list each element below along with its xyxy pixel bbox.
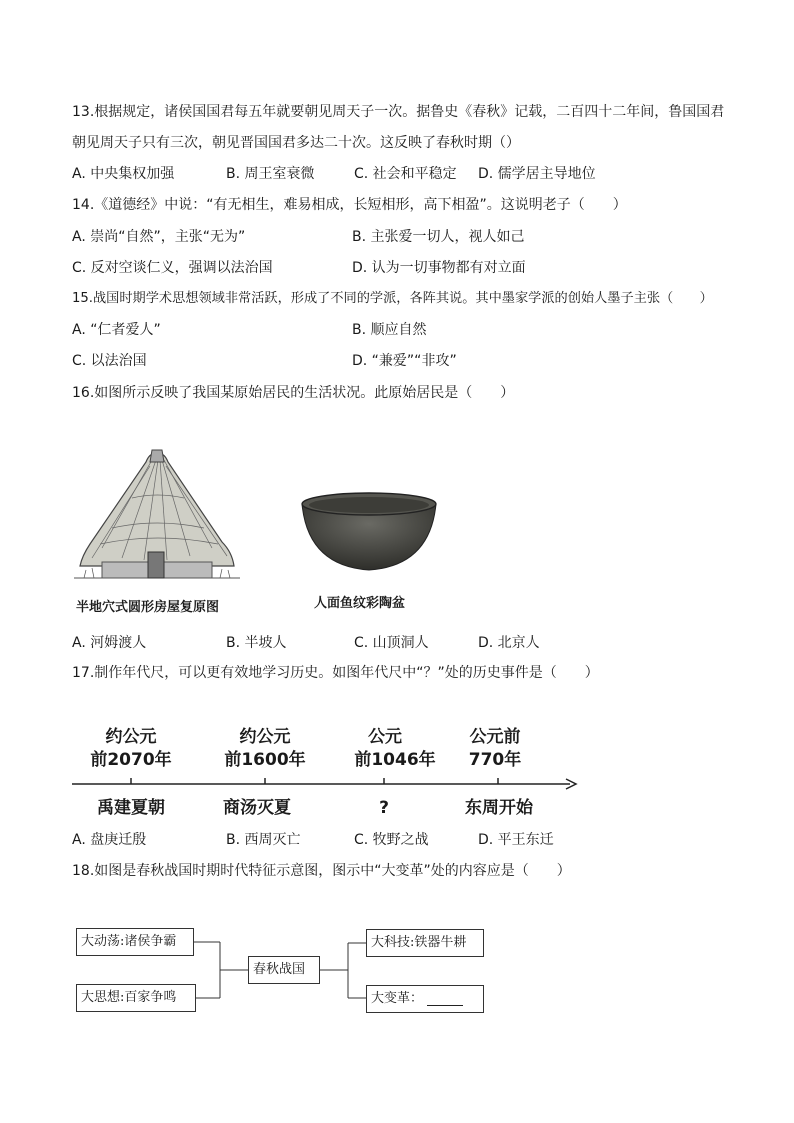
q16-option-b[interactable]: B. 半坡人 xyxy=(226,635,287,651)
q13-stem-line2: 朝见周天子只有三次，朝见晋国国君多达二十次。这反映了春秋时期（） xyxy=(72,135,520,151)
q15-option-a[interactable]: A. “仁者爱人” xyxy=(72,322,161,338)
timeline-axis xyxy=(70,776,580,792)
timeline-event-3: ? xyxy=(379,798,389,818)
q16-stem: 16.如图所示反映了我国某原始居民的生活状况。此原始居民是（ ） xyxy=(72,385,515,401)
timeline-event-1: 禹建夏朝 xyxy=(97,798,165,818)
q15-option-b[interactable]: B. 顺应自然 xyxy=(352,322,427,338)
q17-option-b[interactable]: B. 西周灭亡 xyxy=(226,832,301,848)
timeline-event-4: 东周开始 xyxy=(465,798,533,818)
timeline-date-4-top: 公元前 xyxy=(469,727,521,747)
q14-option-b[interactable]: B. 主张爱一切人，视人如己 xyxy=(352,229,525,245)
timeline-date-3-top: 公元 xyxy=(368,727,402,747)
timeline-date-2-top: 约公元 xyxy=(239,727,291,747)
q16-option-c[interactable]: C. 山顶洞人 xyxy=(354,635,429,651)
timeline-event-2: 商汤灭夏 xyxy=(223,798,291,818)
q17-option-a[interactable]: A. 盘庚迁殷 xyxy=(72,832,147,848)
q15-stem: 15.战国时期学术思想领域非常活跃，形成了不同的学派，各阵其说。其中墨家学派的创始人墨子主张（ ） xyxy=(72,291,713,306)
q16-option-a[interactable]: A. 河姆渡人 xyxy=(72,635,147,651)
q15-option-d[interactable]: D. “兼爱”“非攻” xyxy=(352,353,457,369)
timeline-date-4-bottom: 770年 xyxy=(468,750,522,770)
timeline-date-1-top: 约公元 xyxy=(105,727,157,747)
diagram-box-right-bottom xyxy=(366,985,484,1013)
diagram-box-right-bottom-label: 大变革： xyxy=(371,991,424,1006)
q14-option-c[interactable]: C. 反对空谈仁义，强调以法治国 xyxy=(72,260,273,276)
basin-caption: 人面鱼纹彩陶盆 xyxy=(314,596,406,611)
diagram-box-left-bottom: 大思想:百家争鸣 xyxy=(76,984,196,1012)
q17-option-d[interactable]: D. 平王东迁 xyxy=(478,832,554,848)
q16-option-d[interactable]: D. 北京人 xyxy=(478,635,540,651)
q14-stem: 14.《道德经》中说：“有无相生，难易相成，长短相形，高下相盈”。这说明老子（ ） xyxy=(72,197,627,213)
q14-option-d[interactable]: D. 认为一切事物都有对立面 xyxy=(352,260,526,276)
q14-option-a[interactable]: A. 崇尚“自然”，主张“无为” xyxy=(72,229,246,245)
timeline-date-3-bottom: 前1046年 xyxy=(354,750,436,770)
q15-option-c[interactable]: C. 以法治国 xyxy=(72,353,147,369)
hut-caption: 半地穴式圆形房屋复原图 xyxy=(76,600,220,615)
q13-stem-line1: 13.根据规定，诸侯国国君每五年就要朝见周天子一次。据鲁史《春秋》记载，二百四十二年间，鲁国国君 xyxy=(72,104,725,120)
q13-option-c[interactable]: C. 社会和平稳定 xyxy=(354,166,457,182)
q13-option-a[interactable]: A. 中央集权加强 xyxy=(72,166,175,182)
hut-image xyxy=(72,448,242,583)
diagram-box-left-top: 大动荡:诸侯争霸 xyxy=(76,928,194,956)
diagram-box-center: 春秋战国 xyxy=(248,956,320,984)
q17-option-c[interactable]: C. 牧野之战 xyxy=(354,832,429,848)
timeline-date-2-bottom: 前1600年 xyxy=(224,750,306,770)
q13-option-d[interactable]: D. 儒学居主导地位 xyxy=(478,166,596,182)
q13-option-b[interactable]: B. 周王室衰微 xyxy=(226,166,315,182)
answer-blank[interactable] xyxy=(427,991,463,1006)
timeline-date-1-bottom: 前2070年 xyxy=(90,750,172,770)
pottery-basin-image xyxy=(298,490,440,575)
q17-stem: 17.制作年代尺，可以更有效地学习历史。如图年代尺中“？”处的历史事件是（ ） xyxy=(72,665,599,681)
diagram-box-right-top: 大科技:铁器牛耕 xyxy=(366,929,484,957)
q18-stem: 18.如图是春秋战国时期时代特征示意图，图示中“大变革”处的内容应是（ ） xyxy=(72,863,571,879)
